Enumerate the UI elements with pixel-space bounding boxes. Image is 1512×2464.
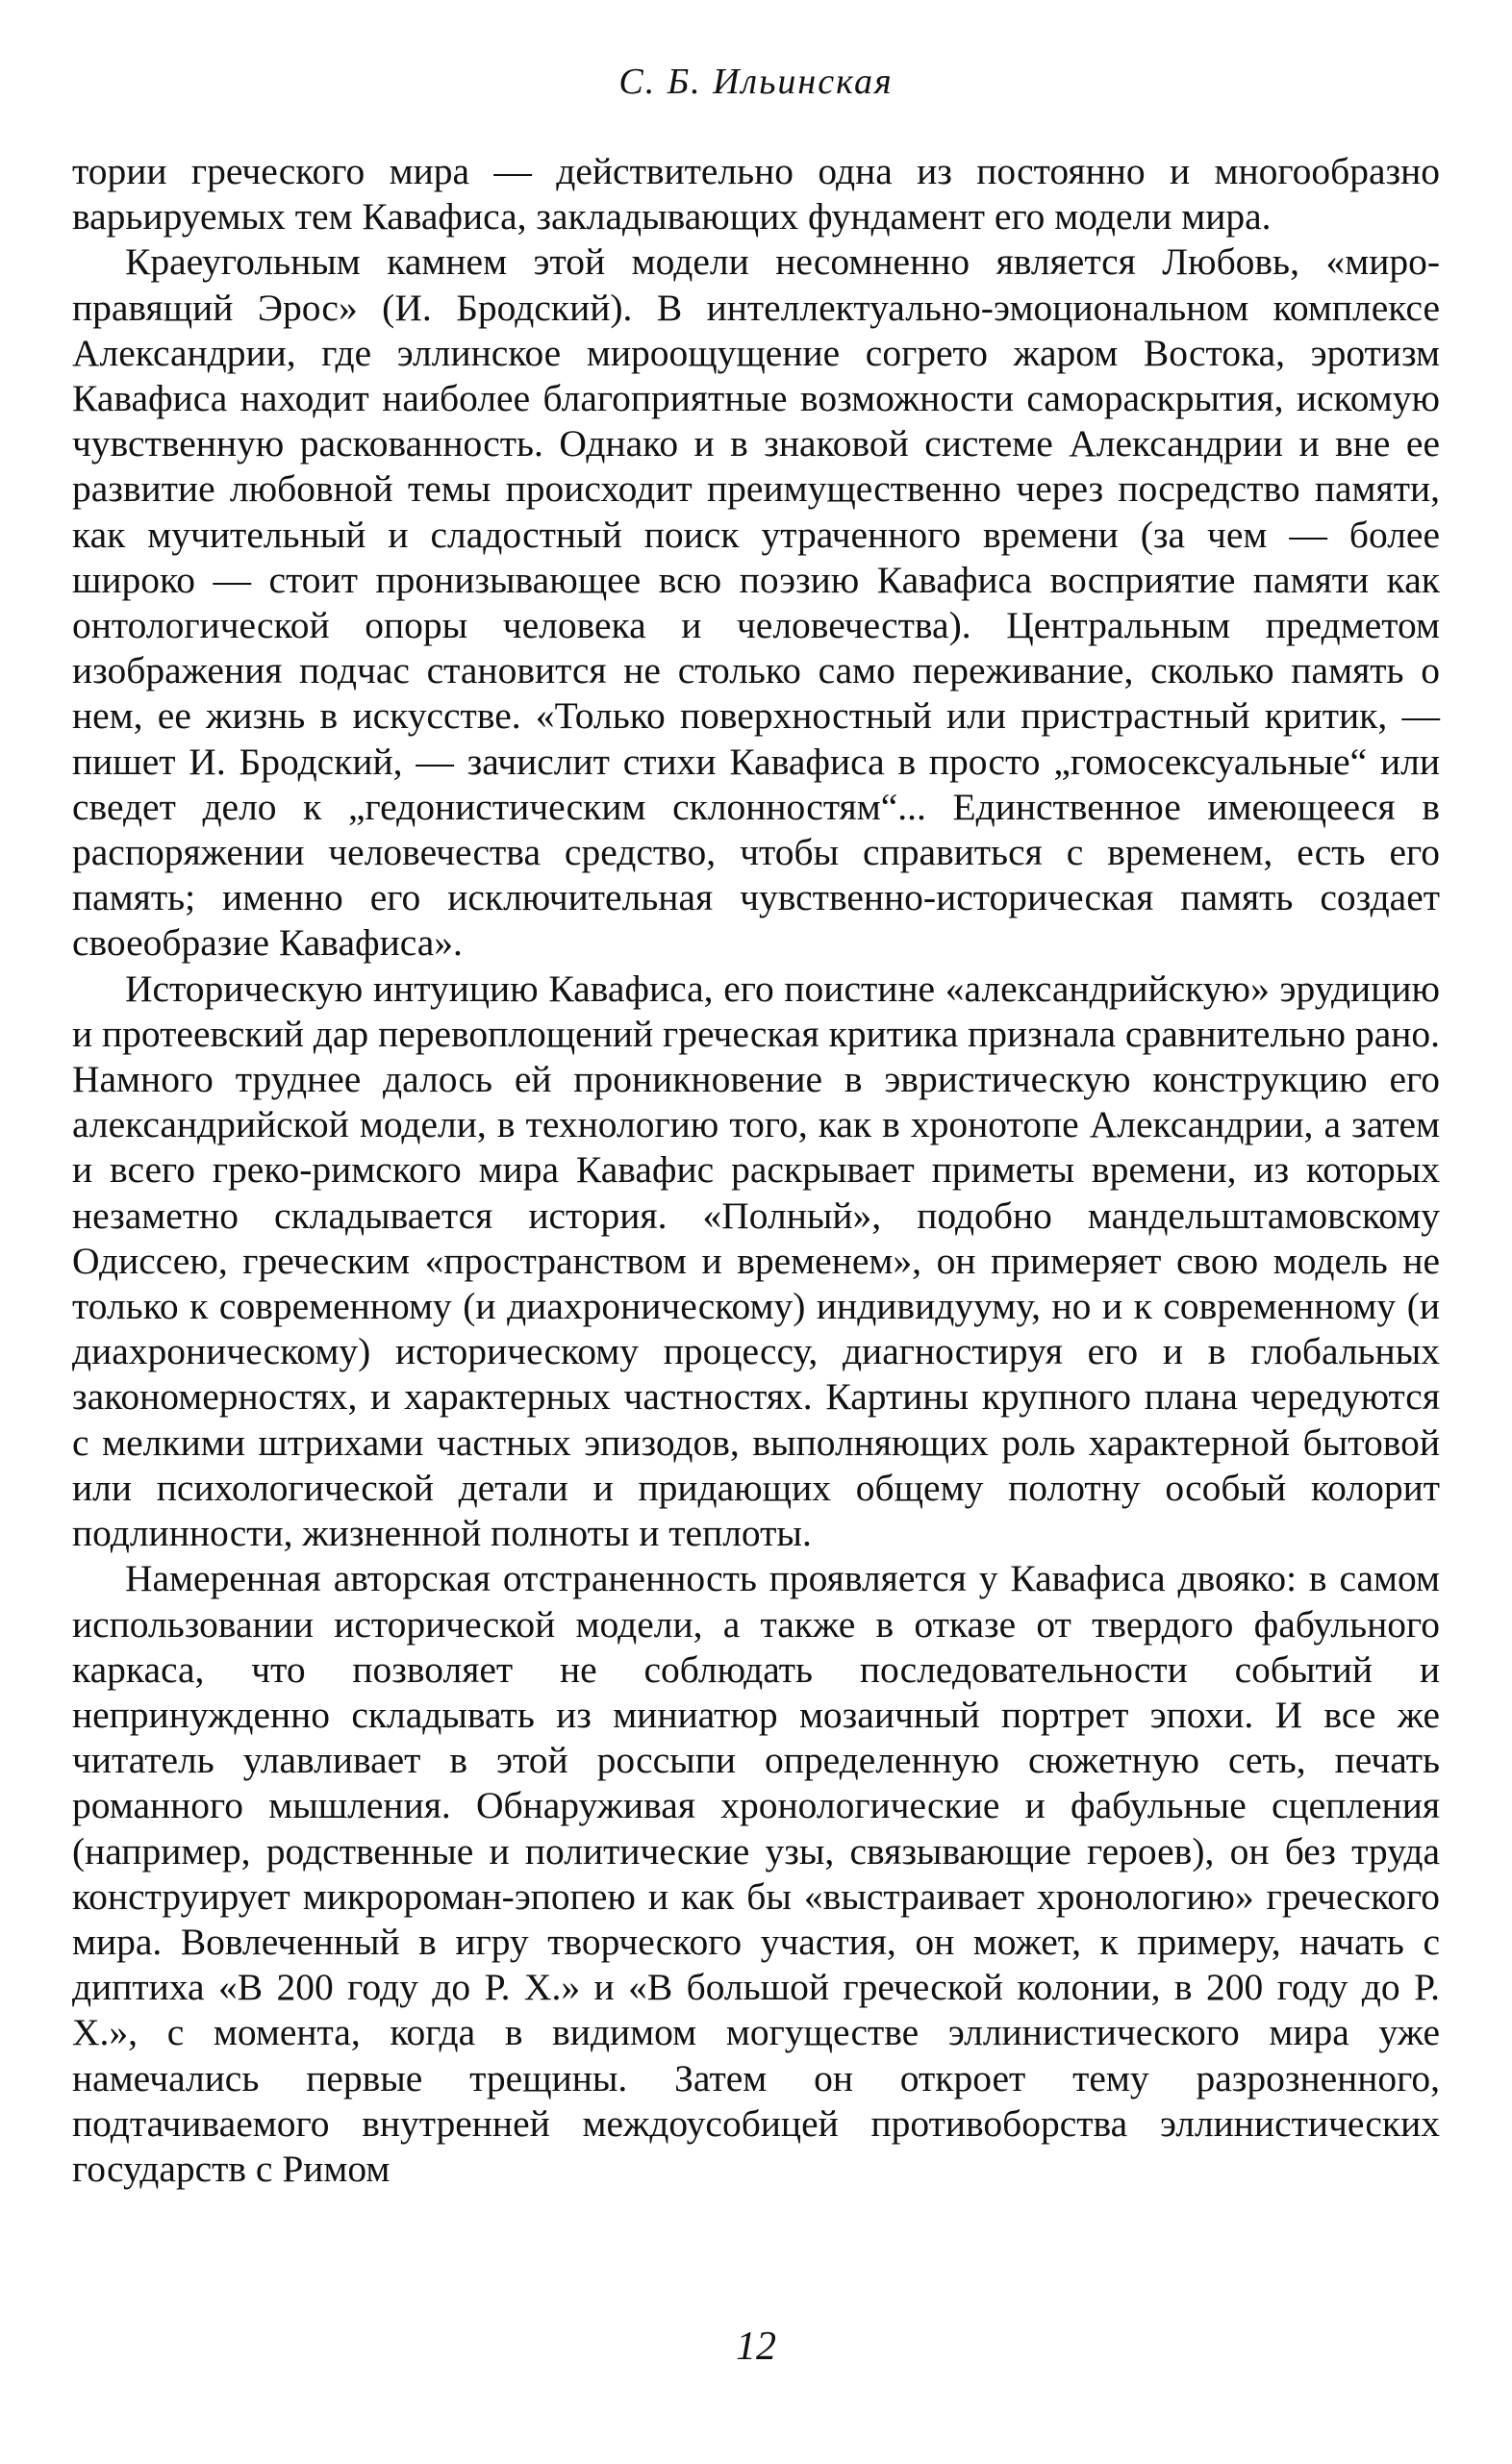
body-text <box>72 149 1440 2192</box>
page-number: 12 <box>736 2325 776 2369</box>
paragraph-continuation: тории греческого мира — действительно одна из постоянно и многообразно варьируемых тем Кавафиса, закладывающих фундамент его модели мира. <box>72 150 1440 239</box>
paragraph: Намеренная авторская отстраненность проявляется у Кавафиса двояко: в самом использовании исторической модели, а также в отказе от твердого фабульного каркаса, что позволяет не соблюдать последовательности событий и непринужденно складывать из миниатюр мозаичный портрет эпохи. И все же читатель улавливает в этой россыпи определенную сюжетную сеть, печать романного мышления. Обнаруживая хронологические и фабульные сцепления (например, родственные и политические узы, связывающие героев), он без труда конструирует микророман-эпопею и как бы «выстраивает хронологию» греческого мира. Вовлеченный в игру творческого участия, он может, к примеру, начать с диптиха «В 200 году до Р. Х.» и «В большой греческой колонии, в 200 году до Р. Х.», с момента, когда в видимом могуществе эллинистического мира уже намечались первые трещины. Затем он откроет тему разрозненного, подтачиваемого внутренней междоусобицей противоборства эллинистических государств с Римом <box>72 1557 1440 2190</box>
paragraph: Краеугольным камнем этой модели несомненно является Любовь, «мироправящий Эрос» (И. Бродский). В интеллектуально-эмоциональном комплексе Александрии, где эллинское мироощущение согрето жаром Востока, эротизм Кавафиса находит наиболее благоприятные возможности самораскрытия, искомую чувственную раскованность. Однако и в знаковой системе Александрии и вне ее развитие любовной темы происходит преимущественно через посредство памяти, как мучительный и сладостный поиск утраченного времени (за чем — более широко — стоит пронизывающее всю поэзию Кавафиса восприятие памяти как онтологической опоры человека и человечества). Центральным предметом изображения подчас становится не столько само переживание, сколько память о нем, ее жизнь в искусстве. «Только поверхностный или пристрастный критик, — пишет И. Бродский, — зачислит стихи Кавафиса в просто „гомосексуальные“ или сведет дело к „гедонистическим склонностям“... Единственное имеющееся в распоряжении человечества средство, чтобы справиться с временем, есть его память; именно его исключительная чувственно-историческая память создает своеобразие Кавафиса». <box>72 240 1440 965</box>
running-head: С. Б. Ильинская <box>618 62 894 102</box>
paragraph: Историческую интуицию Кавафиса, его поистине «александрийскую» эрудицию и протеевский дар перевоплощений греческая критика признала сравнительно рано. Намного труднее далось ей проникновение в эвристическую конструкцию его александрийской модели, в технологию того, как в хронотопе Александрии, а затем и всего греко-римского мира Кавафис раскрывает приметы времени, из которых незаметно складывается история. «Полный», подобно мандельштамовскому Одиссею, греческим «пространством и временем», он примеряет свою модель не только к современному (и диахроническому) индивидууму, но и к современному (и диахроническому) историческому процессу, диагностируя его и в глобальных закономерностях, и характерных частностях. Картины крупного плана чередуются с мелкими штрихами частных эпизодов, выполняющих роль характерной бытовой или психологической детали и придающих общему полотну особый колорит подлинности, жизненной полноты и теплоты. <box>72 967 1440 1555</box>
book-page <box>72 53 1440 2192</box>
